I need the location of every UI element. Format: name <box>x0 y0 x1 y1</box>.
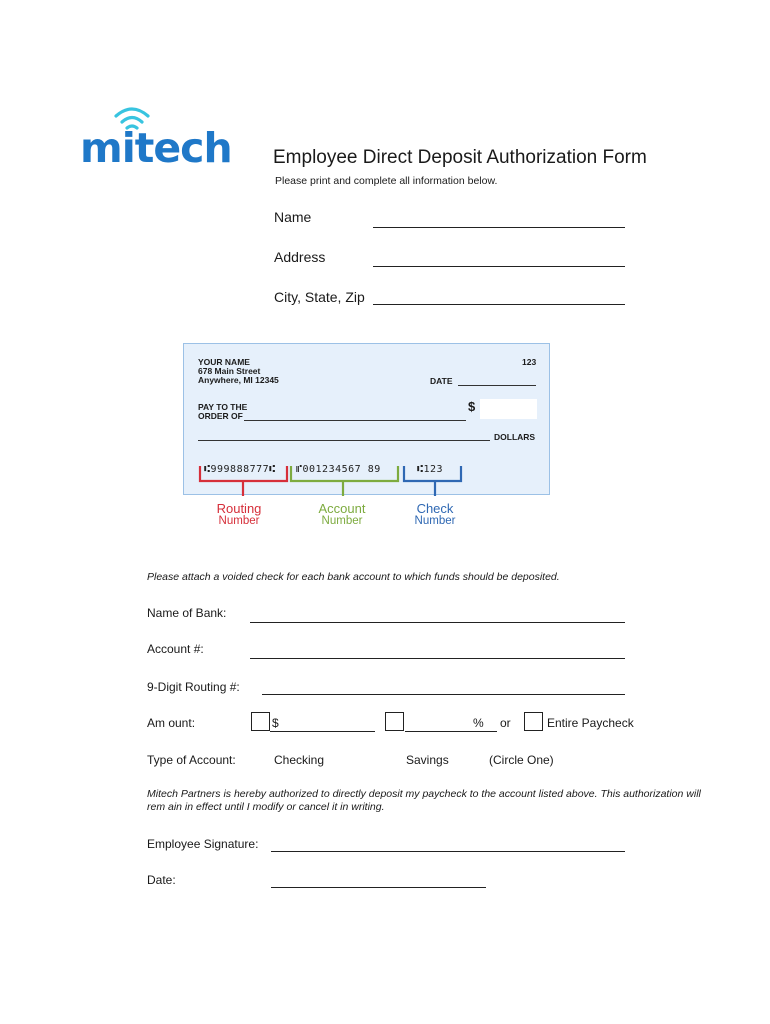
account-caption-number: Number <box>321 515 363 527</box>
attach-voided-check-note: Please attach a voided check for each bank account to which funds should be deposited. <box>147 571 560 583</box>
address-label: Address <box>274 249 326 265</box>
date-field[interactable] <box>271 887 486 888</box>
check-amount-box <box>480 399 537 419</box>
date-label: Date: <box>147 873 176 887</box>
bank-name-field[interactable] <box>250 622 625 623</box>
micr-account: ⑈001234567 89 <box>296 464 381 475</box>
authorization-text-line2: rem ain in effect until I modify or cancel it in writing. <box>147 801 385 813</box>
mitech-logo <box>80 104 232 174</box>
micr-routing: ⑆999888777⑆ <box>204 464 276 475</box>
amount-label: Am ount: <box>147 716 196 730</box>
check-number-bracket <box>404 466 461 496</box>
amount-percent-sign: % <box>473 716 484 730</box>
check-brackets <box>183 460 553 505</box>
check-date-label: DATE <box>430 376 453 386</box>
check-caption-number: Number <box>414 515 456 527</box>
account-number-label: Account #: <box>147 642 204 656</box>
city-state-zip-field[interactable] <box>373 304 625 305</box>
account-number-caption <box>306 502 378 528</box>
address-field[interactable] <box>373 266 625 267</box>
micr-check-number: ⑆123 <box>417 464 444 475</box>
check-number: 123 <box>522 357 537 367</box>
routing-number-caption <box>203 502 275 528</box>
routing-bracket <box>200 466 287 496</box>
name-field[interactable] <box>373 227 625 228</box>
check-written-amount-line <box>198 440 490 441</box>
check-order-of-label: ORDER OF <box>198 411 243 421</box>
entire-paycheck-label: Entire Paycheck <box>547 716 634 730</box>
amount-percent-field[interactable] <box>405 731 497 732</box>
check-payee-line <box>244 420 466 421</box>
logo-wordmark: mitech <box>80 124 232 172</box>
routing-caption-title: Routing <box>216 501 262 516</box>
authorization-text-line1: Mitech Partners is hereby authorized to directly deposit my paycheck to the account listed above. This authorization will <box>147 788 701 800</box>
city-state-zip-label: City, State, Zip <box>274 289 365 305</box>
account-type-checking[interactable]: Checking <box>274 753 325 767</box>
account-type-savings[interactable]: Savings <box>406 753 449 767</box>
check-caption-title: Check <box>416 501 454 516</box>
routing-caption-number: Number <box>218 515 260 527</box>
form-title: Employee Direct Deposit Authorization Form <box>273 147 647 168</box>
name-label: Name <box>274 209 312 225</box>
amount-percent-checkbox[interactable] <box>385 712 404 731</box>
check-dollar-sign: $ <box>468 399 476 414</box>
circle-one-note: (Circle One) <box>489 753 554 767</box>
employee-signature-field[interactable] <box>271 851 625 852</box>
amount-dollar-sign: $ <box>272 716 279 730</box>
routing-number-label: 9-Digit Routing #: <box>147 680 240 694</box>
account-bracket <box>291 466 398 496</box>
check-payer-city: Anywhere, MI 12345 <box>198 375 279 385</box>
check-dollars-label: DOLLARS <box>494 432 536 442</box>
check-pay-to-label: PAY TO THE <box>198 402 248 412</box>
form-subtitle: Please print and complete all information below. <box>275 175 498 187</box>
amount-dollar-checkbox[interactable] <box>251 712 270 731</box>
check-date-line <box>458 385 536 386</box>
check-payer-name: YOUR NAME <box>198 357 250 367</box>
routing-number-field[interactable] <box>262 694 625 695</box>
bank-name-label: Name of Bank: <box>147 606 227 620</box>
account-number-field[interactable] <box>250 658 625 659</box>
account-caption-title: Account <box>318 501 366 516</box>
check-payer-street: 678 Main Street <box>198 366 261 376</box>
amount-dollar-field[interactable] <box>270 731 375 732</box>
account-type-label: Type of Account: <box>147 753 236 767</box>
check-number-caption <box>399 502 471 528</box>
amount-or-text: or <box>500 716 511 730</box>
entire-paycheck-checkbox[interactable] <box>524 712 543 731</box>
employee-signature-label: Employee Signature: <box>147 837 259 851</box>
